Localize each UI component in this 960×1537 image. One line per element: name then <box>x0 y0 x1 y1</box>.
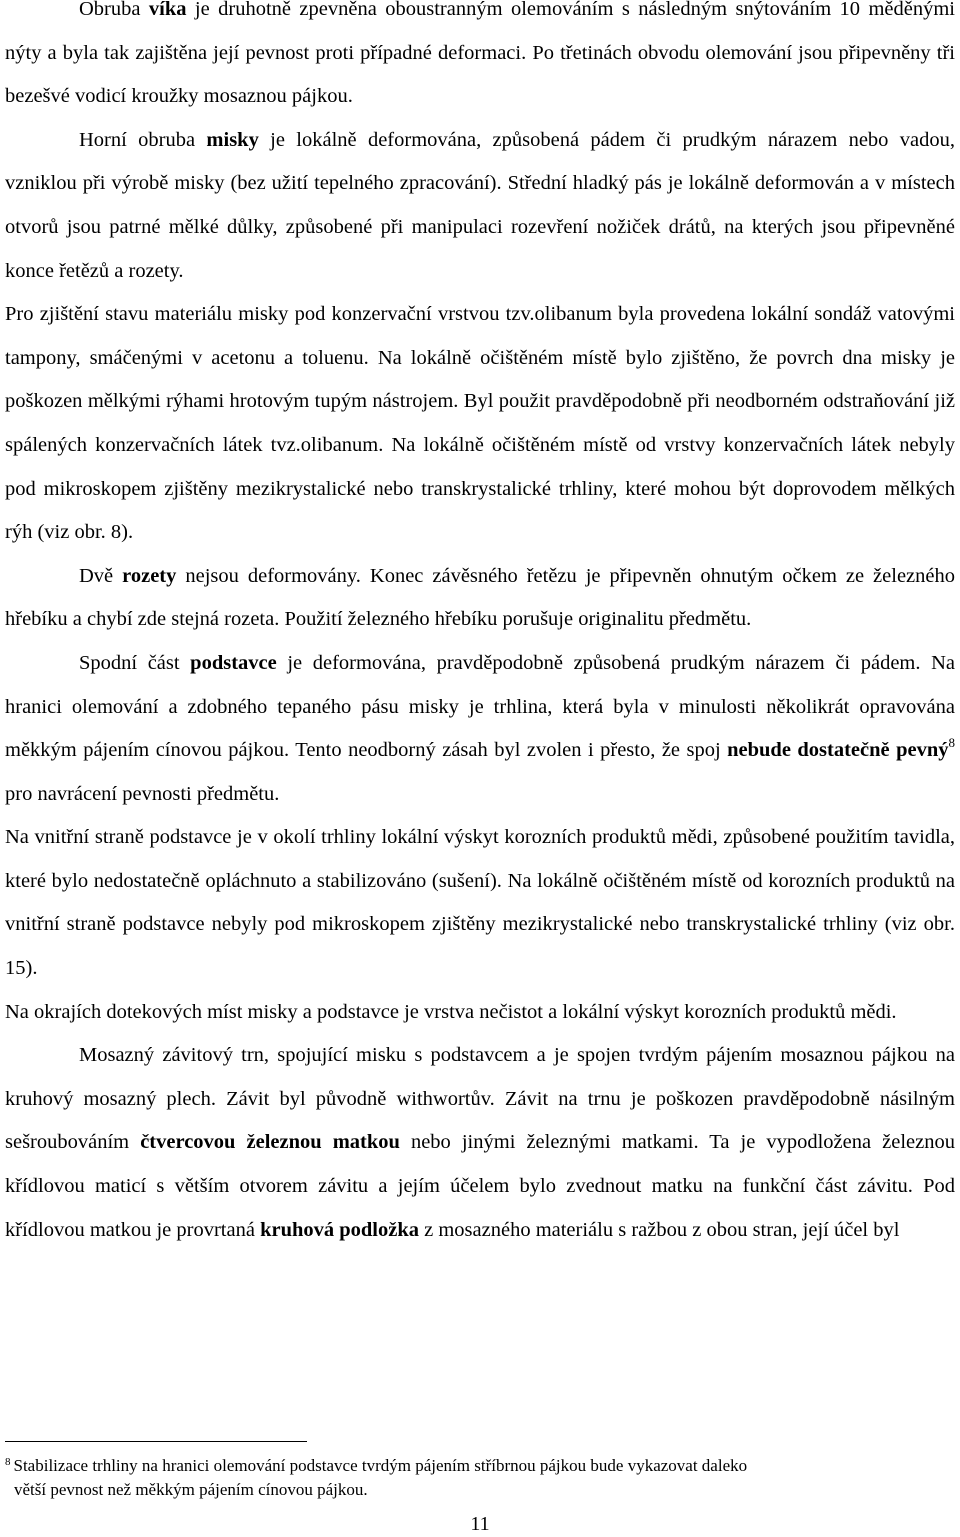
text-run: Pro zjištění stavu materiálu misky pod konzervační vrstvou tzv.olibanum byla provedena lokální sondáž vatovými tampony, smáčenými v acetonu a toluenu. Na lokálně očištěném místě bylo zjištěno, že povrch dna misky je poškozen mělkými rýhami hrotovým tupým nástrojem. Byl použit pravděpodobně při neodborném odstraňování již spálených konzervačních látek tvz.olibanum. Na lokálně očištěném místě od vrstvy konzervačních látek nebyly pod mikroskopem zjištěny mezikrystalické nebo transkrystalické trhliny, které mohou být doprovodem mělkých rýh (viz obr. 8). <box>5 303 955 544</box>
bold-term: podstavce <box>190 651 277 674</box>
paragraph <box>5 293 955 555</box>
text-run: Mosazný závitový trn, spojující misku s podstavcem a je spojen tvrdým pájením mosaznou pájkou na kruhový mosazný plech. Závit byl původně withwortův. Závit na trnu je poškozen pravděpodobně násilným sešroubováním <box>5 1044 955 1154</box>
body-text <box>5 0 955 1252</box>
text-run: Dvě <box>79 564 123 587</box>
page-number: 11 <box>470 1513 490 1535</box>
footnote <box>5 1454 955 1502</box>
text-run: je deformována, pravděpodobně způsobená prudkým nárazem či pádem. Na hranici olemování a zdobného tepaného pásu misky je trhlina, která byla v minulosti několikrát opravována měkkým pájením cínovou pájkou. Tento neodborný zásah byl zvolen i přesto, že spoj <box>5 651 955 762</box>
bold-term: rozety <box>122 564 177 587</box>
bold-term: víka <box>148 0 187 20</box>
text-run: z mosazného materiálu s ražbou z obou stran, její účel byl <box>419 1218 900 1241</box>
text-run: nebo jinými železnými matkami. Ta je vypodložena železnou křídlovou maticí s větším otvorem závitu a jejím účelem bylo zvednout matku na funkční část závitu. Pod křídlovou matkou je provrtaná <box>5 1131 956 1241</box>
text-run: Obruba <box>79 0 149 20</box>
paragraph <box>5 0 955 119</box>
bold-term: nebude dostatečně pevný <box>727 739 949 762</box>
text-run: je druhotně zpevněna oboustranným olemováním s následným snýtováním 10 měděnými nýty a byla tak zajištěna její pevnost proti případné deformaci. Po třetinách obvodu olemování jsou připevněny tři bezešvé vodicí kroužky mosaznou pájkou. <box>5 0 956 108</box>
text-run: Na vnitřní straně podstavce je v okolí trhliny lokální výskyt korozních produktů mědi, způsobené použitím tavidla, které bylo nedostatečně opláchnuto a stabilizováno (sušení). Na lokálně očištěném místě od korozních produktů na vnitřní straně podstavce nebyly pod mikroskopem zjištěny mezikrystalické nebo transkrystalické trhliny (viz obr. 15). <box>5 826 955 980</box>
text-run: je lokálně deformována, způsobená pádem či prudkým nárazem nebo vadou, vzniklou při výrobě misky (bez užití tepelného zpracování). Střední hladký pás je lokálně deformován a v místech otvorů jsou patrné mělké důlky, způsobené při manipulaci rozevření nožiček drátů, na kterých jsou připevněné konce řetězů a rozety. <box>5 128 955 282</box>
bold-term: čtvercovou železnou matkou <box>140 1131 400 1154</box>
text-run: Spodní část <box>79 651 191 674</box>
paragraph <box>5 642 955 816</box>
text-run: Na okrajích dotekových míst misky a podstavce je vrstva nečistot a lokální výskyt korozních produktů mědi. <box>5 1000 897 1023</box>
paragraph <box>5 1034 955 1252</box>
footnote-number: 8 <box>5 1456 11 1468</box>
text-run: nejsou deformovány. Konec závěsného řetězu je připevněn ohnutým očkem ze železného hřebíku a chybí zde stejná rozeta. Použití železného hřebíku porušuje originalitu předmětu. <box>5 564 955 631</box>
footnote-separator <box>5 1441 307 1442</box>
text-run: pro navrácení pevnosti předmětu. <box>5 782 280 805</box>
paragraph <box>5 119 955 293</box>
paragraph <box>5 816 955 990</box>
footnote-line-2: větší pevnost než měkkým pájením cínovou pájkou. <box>14 1480 368 1499</box>
footnote-text-1: Stabilizace trhliny na hranici olemování podstavce tvrdým pájením stříbrnou pájkou bude vykazovat daleko <box>13 1456 748 1475</box>
bold-term: kruhová podložka <box>260 1218 419 1241</box>
paragraph <box>5 991 955 1035</box>
bold-term: misky <box>206 128 259 151</box>
footnote-reference: 8 <box>948 735 955 751</box>
paragraph <box>5 555 955 642</box>
footnote-line-1 <box>5 1454 955 1478</box>
text-run: Horní obruba <box>79 128 207 151</box>
